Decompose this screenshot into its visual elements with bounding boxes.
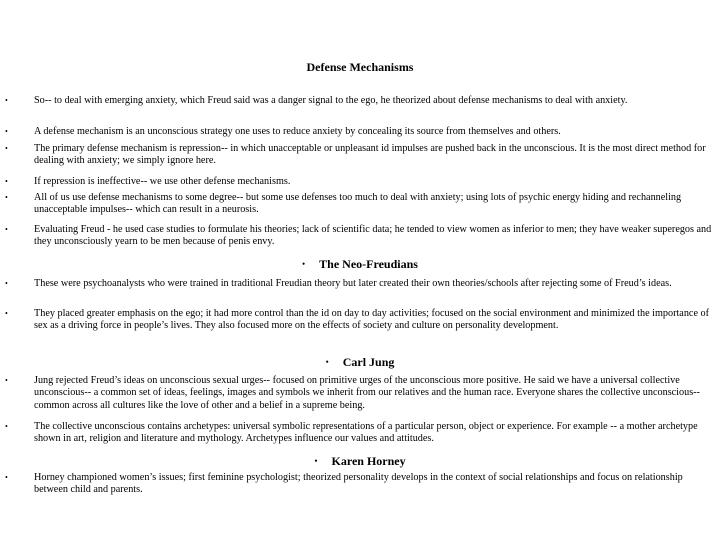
- section-title-defense-mechanisms: Defense Mechanisms: [306, 60, 414, 74]
- list-item: If repression is ineffective-- we use other defense mechanisms.: [34, 176, 291, 187]
- section-title-carl-jung: [0, 355, 720, 369]
- bullet-icon: •: [5, 177, 8, 186]
- bullet-icon: •: [5, 279, 8, 288]
- bullet-icon: •: [5, 96, 8, 105]
- bullet-icon: •: [5, 225, 8, 234]
- list-item: All of us use defense mechanisms to some degree-- but some use defenses too much to deal with anxiety; using lots of psychic energy hiding and rechanneling unacceptable impulses-- which can result in a neurosis.: [34, 192, 682, 216]
- list-item: The primary defense mechanism is repression-- in which unacceptable or unpleasant id impulses are pushed back in the unconscious. It is the most direct method for dealing with anxiety; we simply ignore here.: [34, 143, 706, 167]
- bullet-icon: •: [5, 144, 8, 153]
- section-title-text: Carl Jung: [342, 355, 395, 369]
- list-item: The collective unconscious contains archetypes: universal symbolic representations of a particular person, object or experience. For example -- a mother archetype shown in art, religion and literature and mythology. Archetypes influence our values and attitudes.: [34, 421, 698, 445]
- list-item: A defense mechanism is an unconscious strategy one uses to reduce anxiety by concealing its source from themselves and others.: [34, 126, 561, 137]
- bullet-icon: •: [5, 127, 8, 136]
- bullet-icon: •: [5, 473, 8, 482]
- list-item: These were psychoanalysts who were trained in traditional Freudian theory but later created their own theories/schools after rejecting some of Freud’s ideas.: [34, 278, 672, 289]
- list-item: Jung rejected Freud’s ideas on unconscious sexual urges-- focused on primitive urges of the unconscious more positive. He said we have a universal collective unconscious-- a common set of ideas, feelings, images and symbols we inherit from our relatives and the human race. Everyone shares the collective unconscious-- common across all cultures like the love of other and a belief in a supreme being.: [34, 375, 700, 411]
- bullet-icon: •: [5, 193, 8, 202]
- heading-bullet-icon: •: [325, 357, 329, 367]
- bullet-icon: •: [5, 376, 8, 385]
- bullet-icon: •: [5, 309, 8, 318]
- bullet-icon: •: [5, 422, 8, 431]
- section-title-text: The Neo-Freudians: [319, 257, 418, 271]
- list-item: So-- to deal with emerging anxiety, which Freud said was a danger signal to the ego, he theorized about defense mechanisms to deal with anxiety.: [34, 95, 628, 106]
- heading-bullet-icon: •: [302, 259, 306, 269]
- list-item: Horney championed women’s issues; first feminine psychologist; theorized personality develops in the context of social relationships and focus on relationship between child and parents.: [34, 472, 683, 496]
- heading-bullet-icon: •: [314, 456, 318, 466]
- list-item: Evaluating Freud - he used case studies to formulate his theories; lack of scientific data; he tended to view women as inferior to men; they have weaker superegos and they unconsciously yearn to be men because of penis envy.: [34, 224, 712, 248]
- section-title-neo-freudians: [0, 257, 720, 271]
- section-title-text: Karen Horney: [331, 454, 406, 468]
- list-item: They placed greater emphasis on the ego; it had more control than the id on day to day activities; focused on the social environment and minimized the importance of sex as a driving force in people’s lives. They also focused more on the effects of society and culture on personality development.: [34, 308, 709, 332]
- section-title-karen-horney: [0, 454, 720, 468]
